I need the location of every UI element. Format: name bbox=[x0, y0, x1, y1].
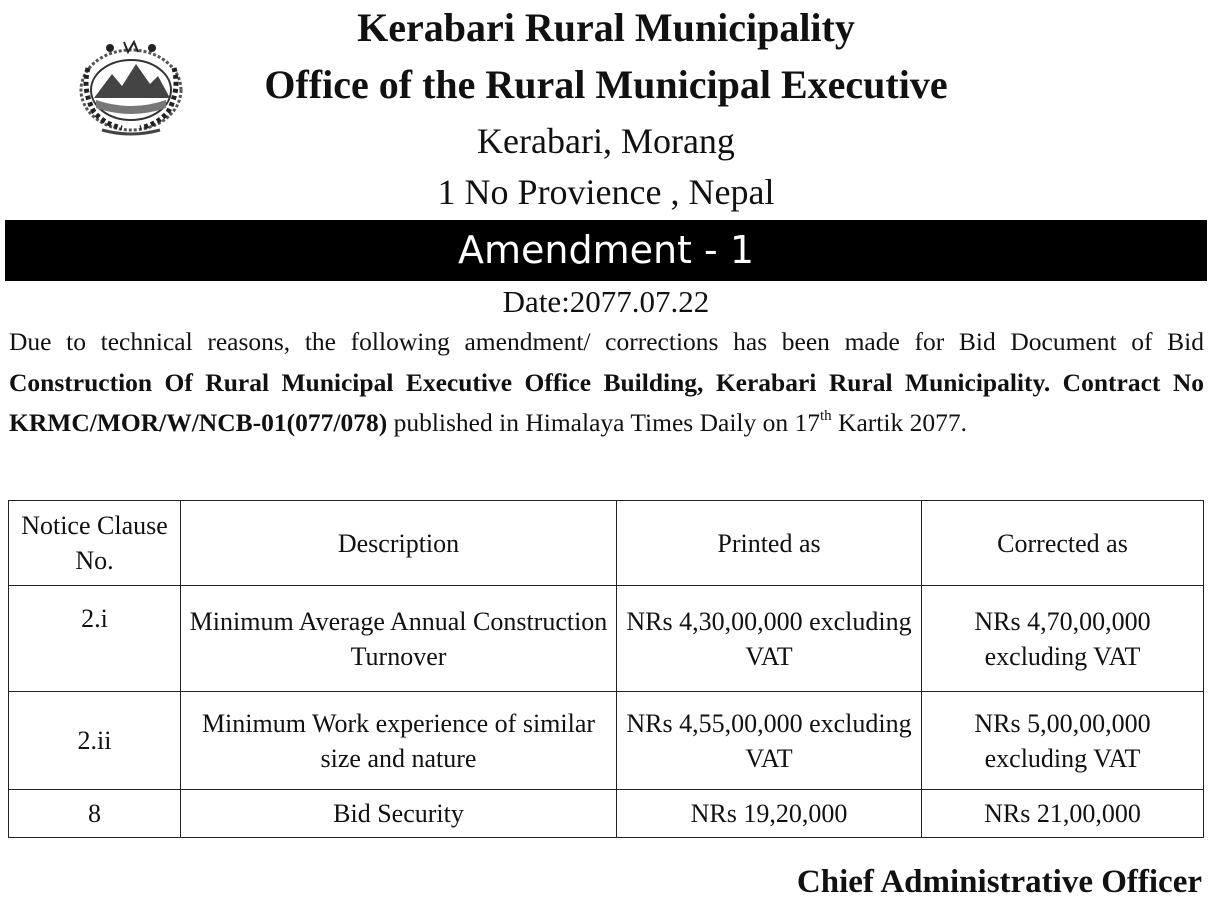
table-row bbox=[9, 790, 1204, 838]
amendment-banner: Amendment - 1 bbox=[5, 220, 1207, 281]
printed-cell: NRs 19,20,000 bbox=[617, 790, 922, 838]
header-printed-as: Printed as bbox=[617, 501, 922, 586]
clause-cell: 2.i bbox=[9, 586, 181, 692]
notice-date: Date:2077.07.22 bbox=[502, 284, 710, 319]
description-cell: Minimum Average Annual Construction Turnover bbox=[181, 586, 617, 692]
header-description: Description bbox=[181, 501, 617, 586]
printed-cell: NRs 4,55,00,000 excluding VAT bbox=[617, 692, 922, 790]
notice-paragraph bbox=[9, 322, 1204, 444]
notice-intro-text: Due to technical reasons, the following amendment/ corrections has been made for Bid Document of Bid bbox=[9, 327, 1204, 356]
project-name: Construction Of Rural Municipal Executive Office Building, Kerabari Rural Municipality. bbox=[9, 367, 1051, 397]
municipality-name: Kerabari Rural Municipality bbox=[357, 5, 855, 50]
clause-cell: 2.ii bbox=[9, 692, 181, 790]
header-notice-clause: Notice Clause No. bbox=[9, 501, 181, 586]
corrected-cell: NRs 4,70,00,000 excluding VAT bbox=[922, 586, 1204, 692]
location-line: Kerabari, Morang bbox=[477, 121, 735, 161]
contract-number: Contract No KRMC/MOR/W/NCB-01(077/078) bbox=[9, 367, 1204, 437]
publication-text: published in Himalaya Times Daily on 17 bbox=[387, 408, 820, 437]
corrected-cell: NRs 21,00,000 bbox=[922, 790, 1204, 838]
ordinal-suffix: th bbox=[820, 407, 832, 424]
amendment-table bbox=[8, 500, 1204, 838]
province-line: 1 No Provience , Nepal bbox=[437, 172, 775, 212]
corrected-cell: NRs 5,00,00,000 excluding VAT bbox=[922, 692, 1204, 790]
signatory-title: Chief Administrative Officer bbox=[796, 864, 1202, 900]
office-name: Office of the Rural Municipal Executive bbox=[264, 62, 948, 107]
description-cell: Bid Security bbox=[181, 790, 617, 838]
header-corrected-as: Corrected as bbox=[922, 501, 1204, 586]
publication-date-text: Kartik 2077. bbox=[831, 408, 967, 437]
table-row bbox=[9, 586, 1204, 692]
printed-cell: NRs 4,30,00,000 excluding VAT bbox=[617, 586, 922, 692]
clause-cell: 8 bbox=[9, 790, 181, 838]
description-cell: Minimum Work experience of similar size and nature bbox=[181, 692, 617, 790]
table-header-row bbox=[9, 501, 1204, 586]
table-row bbox=[9, 692, 1204, 790]
